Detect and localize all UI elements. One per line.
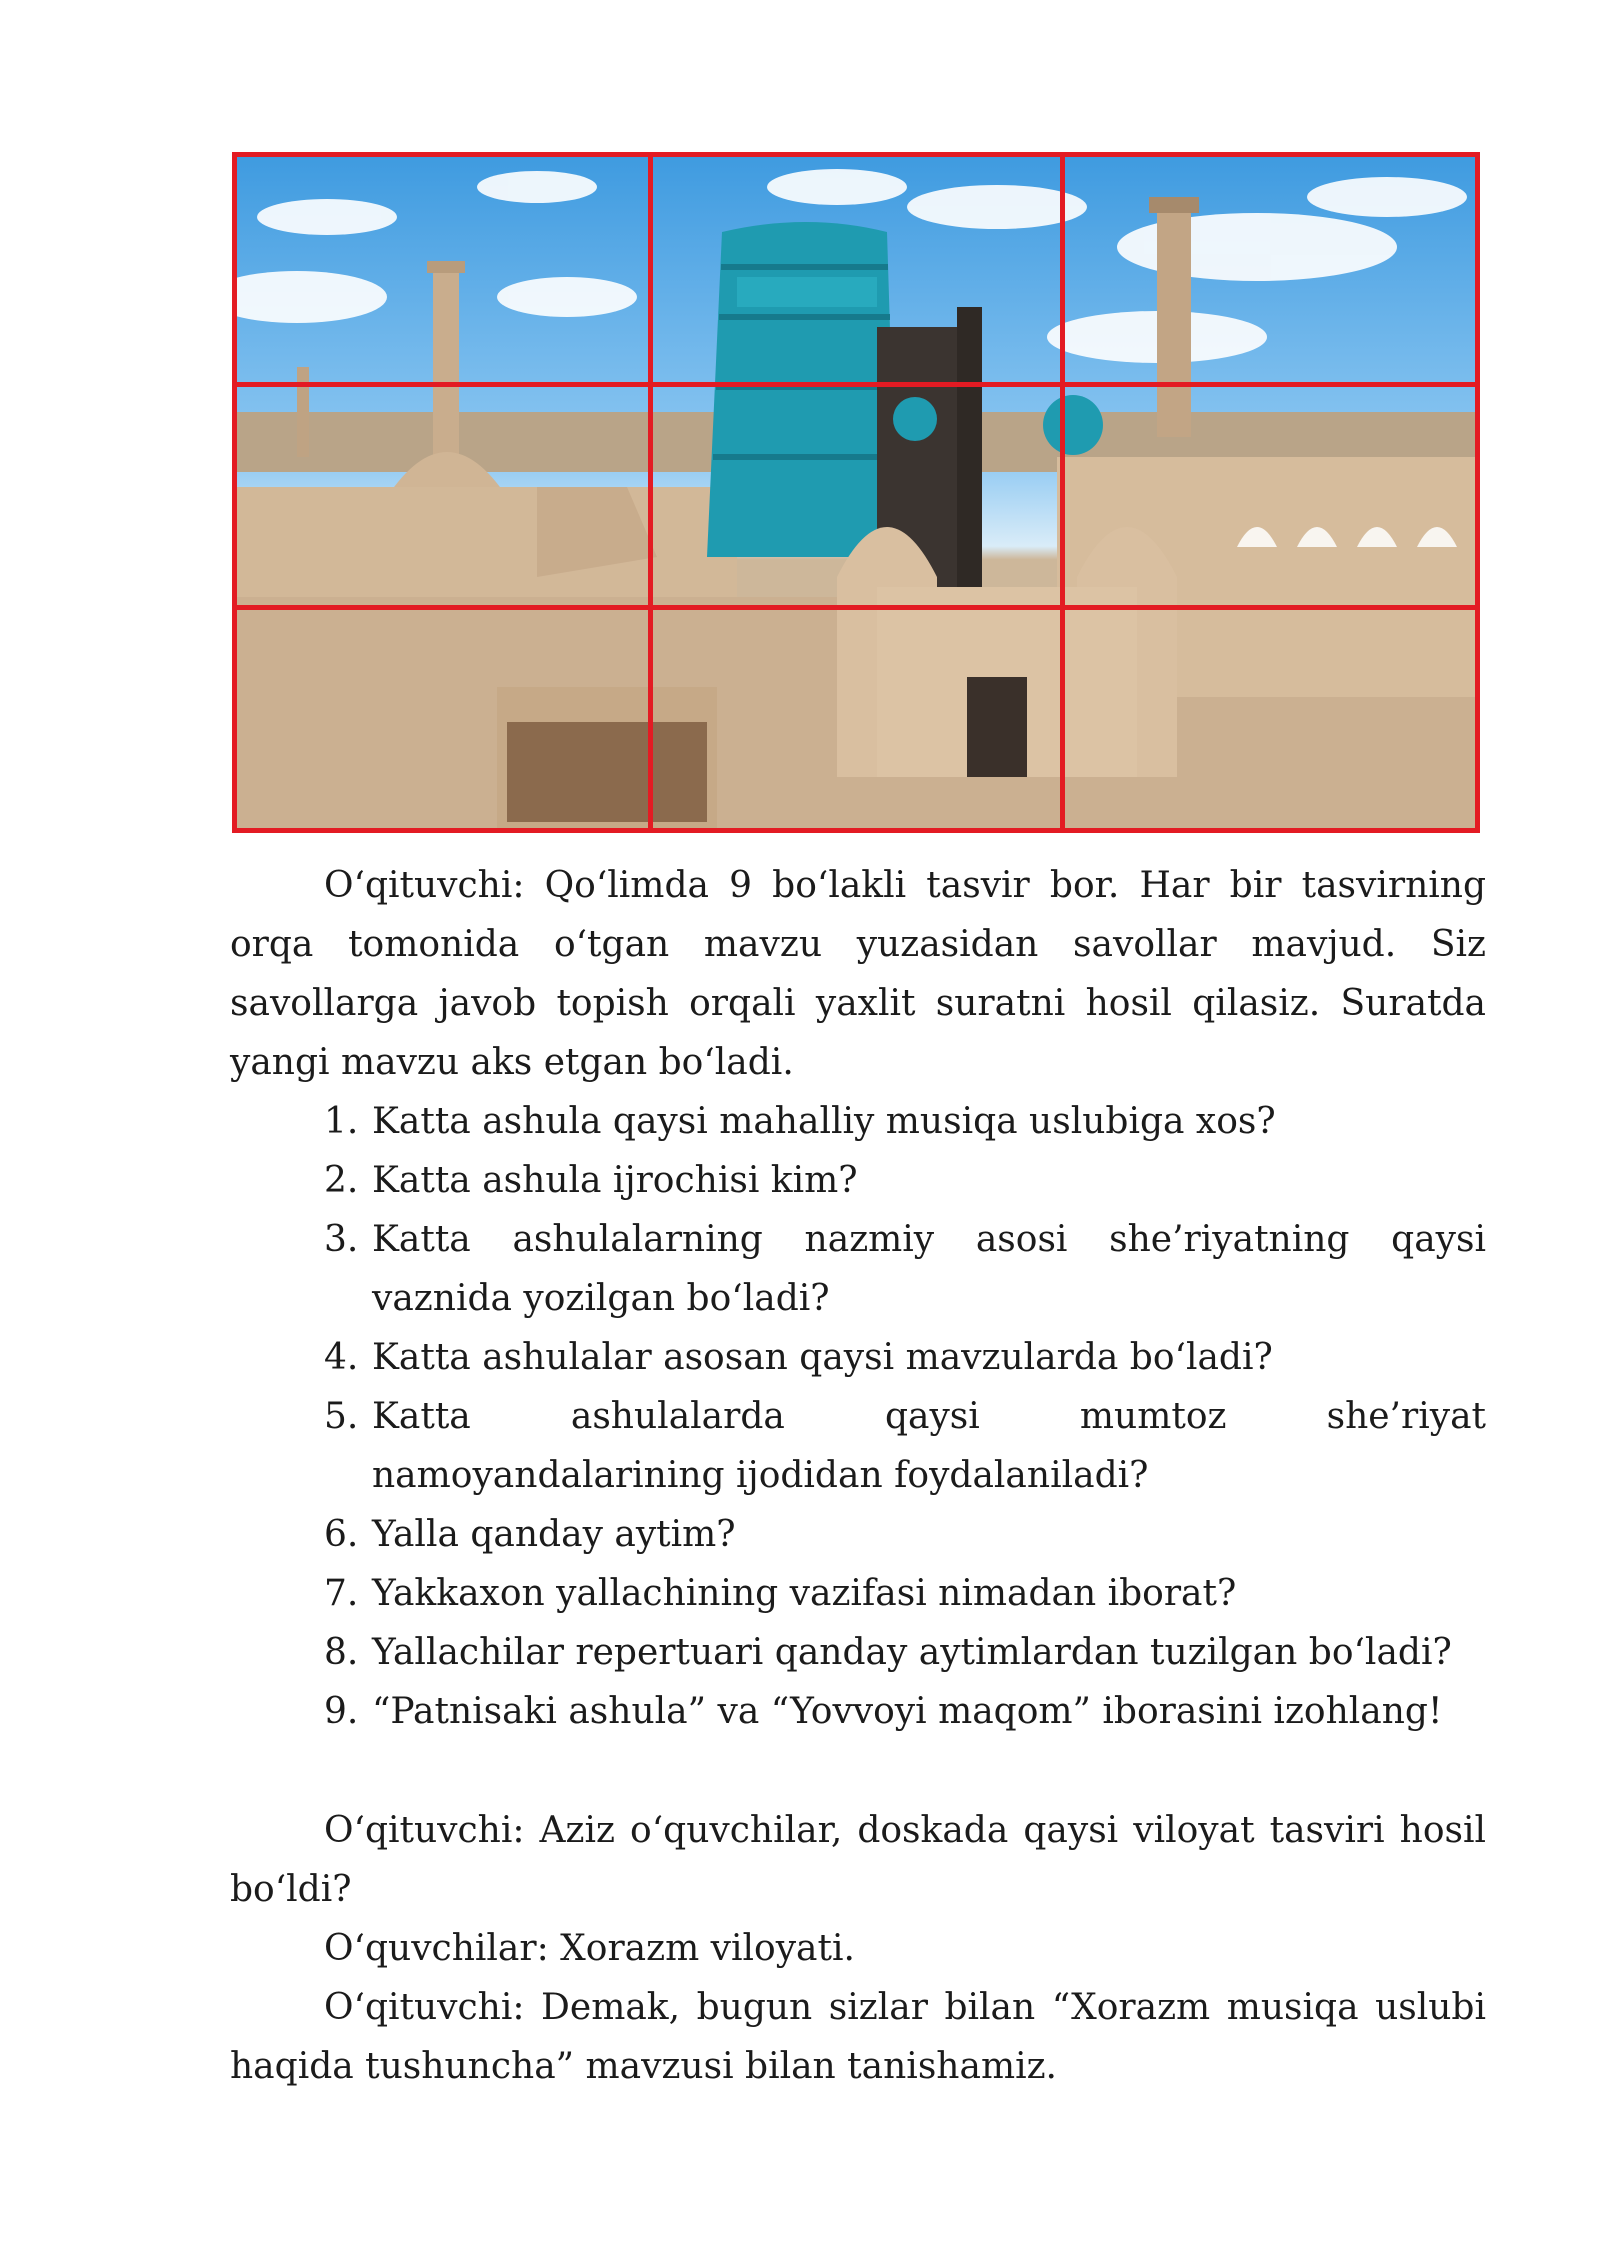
- list-item: [230, 1387, 1486, 1505]
- dialogue-line: O‘qituvchi: Aziz o‘quvchilar, doskada qaysi viloyat tasviri hosil bo‘ldi?: [230, 1810, 1486, 1910]
- question-number: 3.: [324, 1219, 359, 1260]
- list-item: [230, 1505, 1486, 1564]
- question-text: Katta ashulalar asosan qaysi mavzularda bo‘ladi?: [372, 1337, 1273, 1378]
- question-number: 2.: [324, 1160, 359, 1201]
- intro-paragraph-block: [230, 856, 1486, 1092]
- question-number: 8.: [324, 1632, 359, 1673]
- question-text: Katta ashulalarning nazmiy asosi she’riyatning qaysi vaznida yozilgan bo‘ladi?: [372, 1219, 1486, 1319]
- question-list-block: [230, 1092, 1486, 1741]
- dialogue-line: O‘quvchilar: Xorazm viloyati.: [324, 1928, 855, 1969]
- puzzle-grid-line: [237, 605, 1475, 610]
- puzzle-grid-line: [237, 382, 1475, 387]
- question-number: 4.: [324, 1337, 359, 1378]
- question-number: 1.: [324, 1101, 359, 1142]
- question-number: 7.: [324, 1573, 359, 1614]
- question-text: Katta ashula ijrochisi kim?: [372, 1160, 858, 1201]
- question-text: Katta ashula qaysi mahalliy musiqa uslubiga xos?: [372, 1101, 1276, 1142]
- list-item: [230, 1564, 1486, 1623]
- question-text: Yakkaxon yallachining vazifasi nimadan iborat?: [372, 1573, 1237, 1614]
- question-number: 9.: [324, 1691, 359, 1732]
- question-text: Yallachilar repertuari qanday aytimlardan tuzilgan bo‘ladi?: [372, 1632, 1452, 1673]
- list-item: [230, 1092, 1486, 1151]
- list-item: [230, 1328, 1486, 1387]
- list-item: [230, 1623, 1486, 1682]
- question-number: 6.: [324, 1514, 359, 1555]
- puzzle-grid-line: [1060, 157, 1065, 828]
- list-item: [230, 1210, 1486, 1328]
- puzzle-grid-line: [648, 157, 653, 828]
- question-text: Yalla qanday aytim?: [372, 1514, 736, 1555]
- question-number: 5.: [324, 1396, 359, 1437]
- list-item: [230, 1151, 1486, 1210]
- dialogue-line: O‘qituvchi: Demak, bugun sizlar bilan “Xorazm musiqa uslubi haqida tushuncha” mavzusi bilan tanishamiz.: [230, 1987, 1486, 2087]
- question-text: “Patnisaki ashula” va “Yovvoyi maqom” iborasini izohlang!: [372, 1691, 1443, 1732]
- khiva-skyline-illustration: [237, 157, 1475, 828]
- question-text: Katta ashulalarda qaysi mumtoz she’riyat: [372, 1396, 1486, 1437]
- intro-paragraph: O‘qituvchi: Qo‘limda 9 bo‘lakli tasvir bor. Har bir tasvirning orqa tomonida o‘tgan mavzu yuzasidan savollar mavjud. Siz savollarga javob topish orqali yaxlit suratni hosil qilasiz. Suratda yangi mavzu aks etgan bo‘ladi.: [230, 865, 1486, 1083]
- dialogue-block: [230, 1801, 1486, 2096]
- question-list: [230, 1092, 1486, 1741]
- khiva-puzzle-photo: [232, 152, 1480, 833]
- list-item: [230, 1682, 1486, 1741]
- question-text-continued: namoyandalarining ijodidan foydalaniladi?: [372, 1455, 1149, 1496]
